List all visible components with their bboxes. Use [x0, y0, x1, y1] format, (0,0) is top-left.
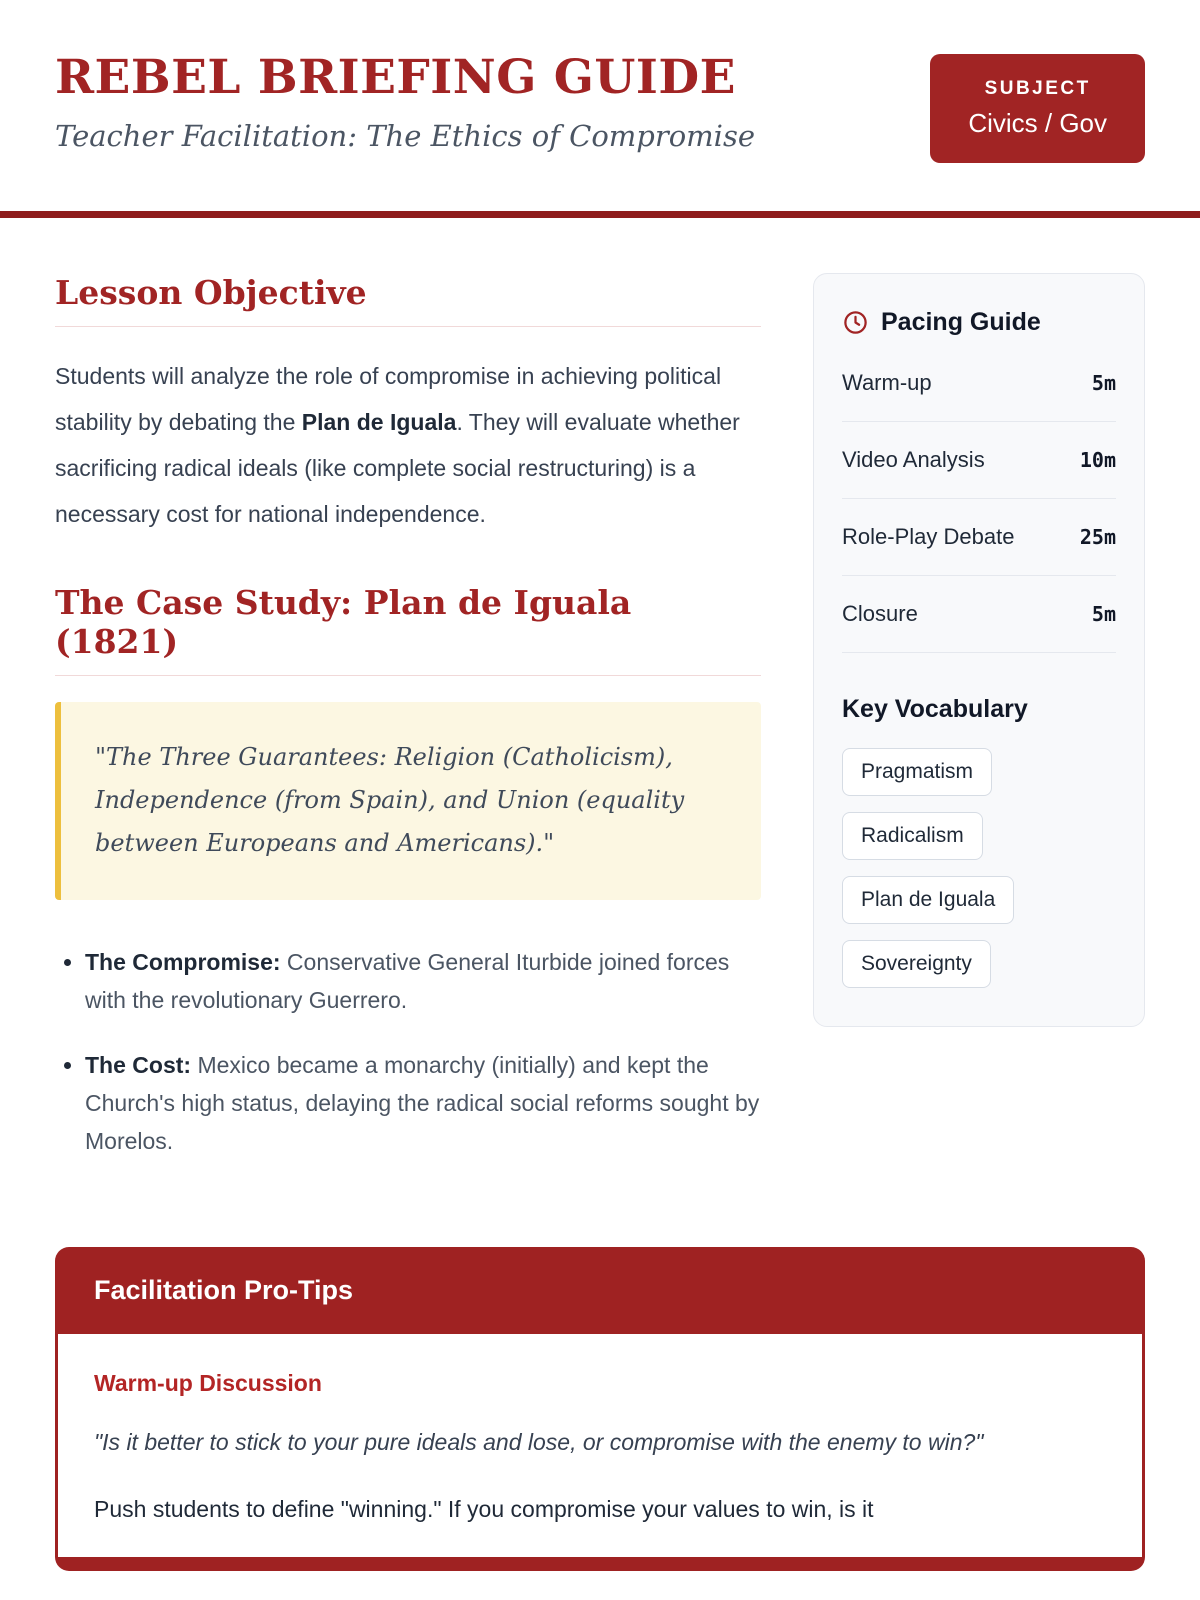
pacing-row	[842, 499, 1116, 576]
pacing-label: Video Analysis	[842, 447, 985, 472]
pacing-row	[842, 576, 1116, 653]
bullet-cost-label: The Cost:	[85, 1052, 192, 1079]
header-titles	[55, 50, 755, 153]
page-subtitle: Teacher Facilitation: The Ethics of Compromise	[55, 119, 755, 153]
protips-header: Facilitation Pro-Tips	[94, 1275, 354, 1306]
case-study-bullet-list	[55, 944, 761, 1162]
protips-card	[55, 1247, 1145, 1571]
pacing-guide-title: Pacing Guide	[881, 308, 1041, 336]
bullet-compromise-text: Conservative General Iturbide joined forces with the revolutionary Guerrero.	[85, 948, 730, 1013]
pacing-label: Role-Play Debate	[842, 524, 1015, 549]
three-guarantees-quote	[55, 702, 761, 900]
sidebar	[813, 273, 1145, 1027]
bullet-cost	[85, 1047, 761, 1161]
quote-text: "The Three Guarantees: Religion (Catholicism), Independence (from Spain), and Union (equality between Europeans and Americans)."	[95, 743, 685, 858]
vocab-chip-plan-de-iguala[interactable]: Plan de Iguala	[842, 876, 1014, 924]
case-study-heading: The Case Study: Plan de Iguala (1821)	[55, 583, 761, 676]
subject-badge-value: Civics / Gov	[968, 108, 1107, 138]
pacing-row	[842, 345, 1116, 422]
page-title: REBEL BRIEFING GUIDE	[55, 50, 736, 105]
lesson-objective-heading: Lesson Objective	[55, 273, 761, 327]
lesson-objective-text	[55, 353, 761, 537]
warmup-discussion-quote: "Is it better to stick to your pure ideals and lose, or compromise with the enemy to win?"	[94, 1429, 984, 1456]
objective-text-part2: . They will evaluate whether sacrificing radical ideals (like complete social restructuring) is a necessary cost for national independence.	[55, 409, 740, 527]
pacing-row	[842, 422, 1116, 499]
warmup-discussion-text: Push students to define "winning." If you compromise your values to win, is it	[94, 1496, 874, 1523]
vocabulary-chip-list	[842, 748, 1116, 988]
subject-badge-label: SUBJECT	[984, 78, 1091, 99]
pacing-time: 5m	[1091, 602, 1116, 626]
header-divider	[0, 211, 1200, 218]
bullet-compromise-label: The Compromise:	[85, 948, 281, 975]
vocab-chip-sovereignty[interactable]: Sovereignty	[842, 940, 991, 988]
header	[0, 0, 1200, 163]
pacing-time: 10m	[1079, 448, 1116, 472]
subject-badge	[930, 54, 1145, 163]
pacing-label: Warm-up	[842, 370, 932, 395]
vocab-chip-pragmatism[interactable]: Pragmatism	[842, 748, 992, 796]
objective-text-part1: Students will analyze the role of compromise in achieving political stability by debating the	[55, 363, 722, 435]
pacing-time: 5m	[1091, 371, 1116, 395]
clock-icon	[842, 309, 869, 336]
pacing-label: Closure	[842, 601, 918, 626]
article-column	[55, 273, 761, 1189]
warmup-discussion-heading: Warm-up Discussion	[94, 1370, 322, 1397]
protips-body	[58, 1334, 1142, 1557]
pacing-time: 25m	[1079, 525, 1116, 549]
objective-text-bold: Plan de Iguala	[301, 409, 457, 435]
main-content	[0, 218, 1200, 1189]
bullet-compromise	[85, 944, 761, 1020]
vocab-chip-radicalism[interactable]: Radicalism	[842, 812, 983, 860]
pacing-guide-header	[842, 308, 1116, 337]
bullet-cost-text: Mexico became a monarchy (initially) and kept the Church's high status, delaying the radical social reforms sought by Morelos.	[85, 1052, 760, 1155]
key-vocabulary-heading: Key Vocabulary	[842, 695, 1028, 723]
